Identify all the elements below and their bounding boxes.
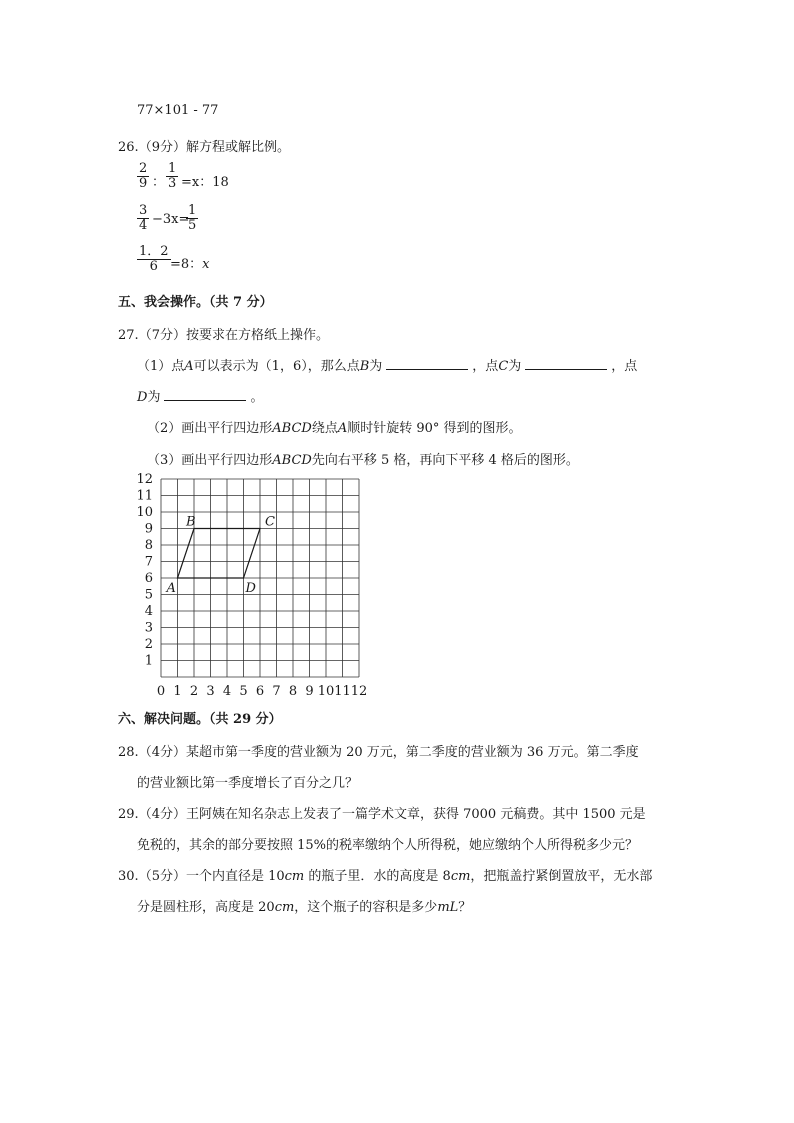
unit-ml: mL [437,900,459,915]
point-A-ref: A [184,359,194,374]
q27-p1-text-d: ，点 [472,359,499,374]
q30-number: 30. [118,869,139,884]
x-axis-label: 4 [222,684,232,699]
y-axis-label: 5 [144,587,153,603]
q26-eq3-rest [170,253,210,272]
q26-prompt: 解方程或解比例。 [185,140,290,155]
q26-eq1-frac-a [137,162,149,191]
q28-score: （4分） [138,745,186,760]
q27-score: （7分） [138,328,186,343]
numerator: 2 [139,161,148,176]
y-axis-label: 6 [144,571,153,586]
x-axis-label: 11 [334,684,351,699]
q30-text-f: ？ [458,900,472,915]
q26-eq2-frac-b [186,204,198,233]
shape-ref: ABCD [272,453,312,468]
numerator: 1 [188,203,197,218]
x-axis-label: 9 [305,684,314,699]
answer-blank-B[interactable] [386,357,468,370]
q29-line2: 免税的，其余的部分要按照 15%的税率缴纳个人所得税，她应缴纳个人所得税多少元？ [137,838,639,853]
q27-number: 27. [118,328,139,343]
q27-part3 [147,449,579,468]
q28-number: 28. [118,745,139,760]
section5-title: 五、我会操作。（共 7 分） [118,295,273,310]
y-axis-label: 10 [136,505,153,520]
section6-title: 六、解决问题。（共 29 分） [118,712,282,727]
y-axis-label: 7 [144,554,153,570]
numerator: 1．2 [139,244,169,259]
y-axis-label: 11 [136,488,153,504]
q26-eq1-rest: =x：18 [181,175,229,190]
q25-expression: 77×101 - 77 [137,103,219,118]
q27-p2-text-c: 顺时针旋转 90° 得到的图形。 [347,421,522,436]
y-axis-label: 12 [136,472,153,487]
q27-p1-text-a: （1）点 [137,359,185,374]
q26-number: 26. [118,140,139,155]
x-axis-label: 2 [189,684,199,699]
q28-line2: 的营业额比第一季度增长了百分之几？ [137,776,359,791]
q27-prompt: 按要求在方格纸上操作。 [185,328,329,343]
x-axis-label: 6 [255,684,265,699]
x-axis-label: 8 [288,684,298,699]
y-axis-label: 1 [144,653,153,669]
unit-cm: cm [450,869,471,884]
q26-eq2-frac-a [137,204,149,233]
point-label-B: B [186,514,196,530]
q27-p3-text-b: 先向右平移 5 格，再向下平移 4 格后的图形。 [311,453,579,468]
q26-eq2-mid: −3x= [152,212,190,227]
q27-p2-text-a: （2）画出平行四边形 [147,421,273,436]
y-axis-label: 8 [144,538,153,553]
point-label-A: A [166,581,176,596]
unit-cm: cm [274,900,295,915]
q30-text-c: ，把瓶盖拧紧倒置放平，无水部 [470,869,653,884]
q30-text-a: 一个内直径是 10 [185,869,285,884]
q26-eq1-frac-b [166,162,178,191]
q30-score: （5分） [138,869,186,884]
q30-text-d: 分是圆柱形，高度是 20 [137,900,275,915]
denominator: 4 [139,218,148,233]
point-B-ref: B [359,359,370,374]
y-axis-label: 4 [144,604,153,619]
point-label-C: C [265,514,275,530]
q27-part1-line1 [137,355,637,374]
x-axis-label: 12 [350,684,368,699]
q29-number: 29. [118,807,139,822]
point-label-D: D [245,581,256,596]
q27-p1-text-f: ，点 [611,359,638,374]
q27-p1-text-b: 可以表示为（1，6），那么点 [193,359,360,374]
q26-header [118,136,290,155]
answer-blank-D[interactable] [164,388,246,401]
q27-part1-line2 [137,386,263,405]
unit-cm: cm [284,869,305,884]
q27-p1-text-e: 为 [508,359,522,374]
q28-text-line1: 某超市第一季度的营业额为 20 万元，第二季度的营业额为 36 万元。第二季度 [185,745,639,760]
q27-part2 [147,417,522,436]
q30-text-b: 的瓶子里．水的高度是 8 [304,869,451,884]
q29-text-line1: 王阿姨在知名杂志上发表了一篇学术文章，获得 7000 元稿费。其中 1500 元是 [185,807,646,822]
q29-score: （4分） [138,807,186,822]
numerator: 1 [168,161,177,176]
q26-eq3-eq: =8： [170,257,203,272]
parallelogram-abcd [178,529,261,579]
x-axis-label: 5 [239,684,248,699]
y-axis-label: 9 [144,521,153,537]
q27-p2-text-b: 绕点 [311,421,338,436]
answer-blank-C[interactable] [525,357,607,370]
point-A-ref: A [337,421,348,436]
x-axis-label: 10 [317,684,335,699]
q30-line1 [118,865,652,884]
q26-eq3-frac-a [137,245,171,274]
x-axis-label: 0 [156,684,166,699]
denominator: 9 [139,176,148,191]
q27-p3-text-a: （3）画出平行四边形 [147,453,273,468]
q30-text-e: ，这个瓶子的容积是多少 [294,900,438,915]
q27-p1-text-h: 。 [250,390,264,405]
denominator: 3 [168,176,177,191]
q27-p1-text-g: 为 [147,390,161,405]
q27-p1-text-c: 为 [369,359,383,374]
point-C-ref: C [498,359,509,374]
x-axis-label: 3 [206,684,215,699]
shape-ref: ABCD [272,421,312,436]
q27-header [118,324,329,343]
y-axis-label: 3 [144,620,153,636]
denominator: 5 [188,218,197,233]
q28-line1 [118,741,639,760]
point-D-ref: D [137,390,148,405]
y-axis-label: 2 [144,637,153,652]
x-axis-label: 7 [272,684,281,699]
q26-score: （9分） [138,140,186,155]
x-axis-label: 1 [173,684,182,699]
q26-eq3-var: x [202,257,210,272]
q29-line1 [118,803,646,822]
coordinate-grid [130,470,390,702]
q26-eq1-sep: ： [152,175,166,190]
q30-line2 [137,896,471,915]
numerator: 3 [139,203,148,218]
denominator: 6 [149,259,158,274]
